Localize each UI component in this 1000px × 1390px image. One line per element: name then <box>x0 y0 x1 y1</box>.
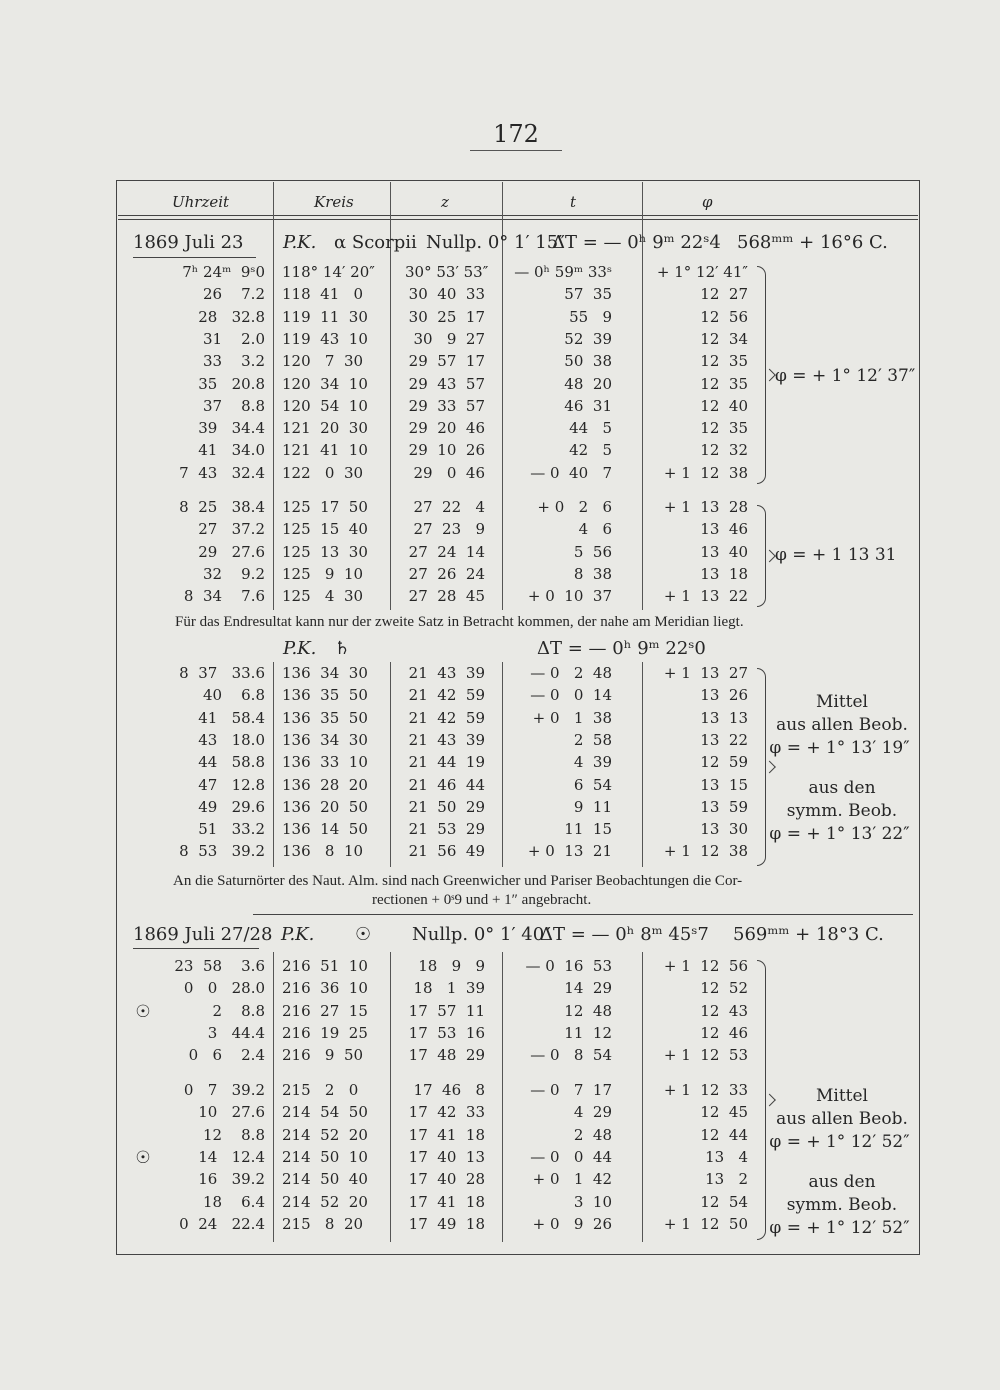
time-cell: 41 34.0 <box>198 441 265 460</box>
z-cell: 17 57 11 <box>408 1001 485 1020</box>
sec2-delta-t: ΔT = — 0ʰ 9ᵐ 22ˢ0 <box>537 638 706 659</box>
z-cell: 21 56 49 <box>408 842 485 861</box>
group5-mittel: Mittel <box>815 1086 868 1106</box>
time-cell: 39 34.4 <box>198 419 265 438</box>
kreis-cell: 125 13 30 <box>282 542 368 561</box>
sec3-date: 1869 Juli 27/28 <box>133 924 273 945</box>
table-row <box>0 419 1000 443</box>
group3-phi-symm: φ = + 1° 13′ 22″ <box>769 824 910 844</box>
time-cell: 37 8.8 <box>202 396 265 415</box>
table-row <box>0 664 1000 688</box>
phi-cell: + 1 12 56 <box>663 957 748 975</box>
t-cell: 11 15 <box>564 820 612 839</box>
phi-cell: 12 43 <box>700 1001 748 1020</box>
time-cell: 31 2.0 <box>202 329 265 348</box>
phi-cell: 12 35 <box>700 352 748 371</box>
kreis-cell: 136 35 50 <box>282 708 368 727</box>
header-rule-2 <box>118 219 918 220</box>
kreis-cell: 136 34 30 <box>282 664 368 682</box>
sec3-pk: P.K. <box>281 924 315 945</box>
kreis-cell: 125 4 30 <box>282 587 364 606</box>
z-cell: 27 24 14 <box>408 542 485 561</box>
time-cell: 8 37 33.6 <box>179 664 265 682</box>
t-cell: 50 38 <box>564 352 612 371</box>
kreis-cell: 214 50 40 <box>282 1170 368 1189</box>
t-cell: 48 20 <box>564 374 612 393</box>
kreis-cell: 136 28 20 <box>282 775 368 794</box>
z-cell: 17 48 29 <box>408 1046 485 1065</box>
phi-cell: 12 40 <box>700 396 748 415</box>
z-cell: 21 44 19 <box>408 753 485 772</box>
z-cell: 17 42 33 <box>408 1103 485 1122</box>
table-row <box>0 957 1000 981</box>
time-cell: 0 6 2.4 <box>188 1046 265 1065</box>
time-cell: 8 34 7.6 <box>183 587 265 606</box>
table-row <box>0 464 1000 488</box>
sec1-date: 1869 Juli 23 <box>133 232 244 253</box>
kreis-cell: 121 20 30 <box>282 419 368 438</box>
t-cell: 4 29 <box>573 1103 612 1122</box>
z-cell: 17 40 28 <box>408 1170 485 1189</box>
group5-alle: aus allen Beob. <box>776 1109 908 1129</box>
t-cell: 2 58 <box>573 730 612 749</box>
phi-cell: 12 35 <box>700 419 748 438</box>
table-row <box>0 1046 1000 1070</box>
phi-cell: 12 45 <box>700 1103 748 1122</box>
phi-cell: 13 18 <box>700 564 748 583</box>
time-cell: 8 53 39.2 <box>179 842 265 861</box>
sec1-pk: P.K. <box>283 232 317 253</box>
kreis-cell: 119 43 10 <box>282 329 368 348</box>
note-saturn-2: rectionen + 0ˢ9 und + 1″ angebracht. <box>372 892 592 908</box>
z-cell: 21 43 39 <box>408 664 485 682</box>
phi-cell: 12 46 <box>700 1023 748 1042</box>
z-cell: 29 57 17 <box>408 352 485 371</box>
phi-cell: + 1 12 33 <box>663 1081 748 1099</box>
note-endresultat: Für das Endresultat kann nur der zweite Satz in Betracht kommen, der nahe am Meridian liegt. <box>175 614 744 630</box>
z-cell: 21 42 59 <box>408 686 485 705</box>
time-cell: 41 58.4 <box>198 708 265 727</box>
z-cell: 21 53 29 <box>408 820 485 839</box>
time-cell: 27 37.2 <box>198 520 265 539</box>
kreis-cell: 125 17 50 <box>282 498 368 516</box>
z-cell: 29 33 57 <box>408 396 485 415</box>
z-cell: 30° 53′ 53″ <box>405 263 489 281</box>
kreis-cell: 136 14 50 <box>282 820 368 839</box>
t-cell: — 0ʰ 59ᵐ 33ˢ <box>514 263 612 281</box>
kreis-cell: 136 34 30 <box>282 730 368 749</box>
header-rule <box>118 215 918 216</box>
time-cell: 7ʰ 24ᵐ 9ˢ0 <box>182 263 265 281</box>
time-cell: 3 44.4 <box>207 1023 265 1042</box>
phi-cell: 12 35 <box>700 374 748 393</box>
phi-cell: + 1 12 38 <box>663 463 748 482</box>
group1-brace <box>757 266 766 484</box>
kreis-cell: 125 9 10 <box>282 564 364 583</box>
kreis-cell: 214 54 50 <box>282 1103 368 1122</box>
t-cell: + 0 1 38 <box>532 708 612 727</box>
t-cell: + 0 10 37 <box>527 587 612 606</box>
phi-cell: 13 30 <box>700 820 748 839</box>
phi-cell: 13 22 <box>700 730 748 749</box>
group1-result: φ = + 1° 12′ 37″ <box>775 366 916 386</box>
z-cell: 27 26 24 <box>408 564 485 583</box>
table-row <box>0 979 1000 1003</box>
table-row <box>0 308 1000 332</box>
table-row <box>0 565 1000 589</box>
z-cell: 27 28 45 <box>408 587 485 606</box>
phi-cell: 13 40 <box>700 542 748 561</box>
time-cell: 14 12.4 <box>198 1147 265 1166</box>
time-cell: 44 58.8 <box>198 753 265 772</box>
t-cell: — 0 8 54 <box>530 1046 612 1065</box>
group3-mittel: Mittel <box>815 692 868 712</box>
sec2-pk: P.K. <box>283 638 317 659</box>
t-cell: — 0 7 17 <box>530 1081 612 1099</box>
phi-cell: 12 59 <box>700 753 748 772</box>
kreis-cell: 136 8 10 <box>282 842 364 861</box>
sec3-barometer: 569ᵐᵐ + 18°3 C. <box>733 924 884 945</box>
phi-cell: + 1 12 50 <box>663 1214 748 1233</box>
kreis-cell: 120 54 10 <box>282 396 368 415</box>
group5-phi-alle: φ = + 1° 12′ 52″ <box>769 1132 910 1152</box>
time-cell: 18 6.4 <box>202 1192 265 1211</box>
header-kreis: Kreis <box>314 193 354 211</box>
sec1-barometer: 568ᵐᵐ + 16°6 C. <box>737 232 888 253</box>
kreis-cell: 120 34 10 <box>282 374 368 393</box>
kreis-cell: 122 0 30 <box>282 463 364 482</box>
group2-result: φ = + 1 13 31 <box>775 545 897 565</box>
time-cell: 8 25 38.4 <box>179 498 265 516</box>
phi-cell: 12 56 <box>700 307 748 326</box>
t-cell: 55 9 <box>569 307 612 326</box>
z-cell: 17 41 18 <box>408 1125 485 1144</box>
table-row <box>0 587 1000 611</box>
z-cell: 29 0 46 <box>413 463 485 482</box>
kreis-cell: 136 33 10 <box>282 753 368 772</box>
kreis-cell: 214 52 20 <box>282 1125 368 1144</box>
t-cell: 44 5 <box>569 419 612 438</box>
t-cell: — 0 40 7 <box>530 463 612 482</box>
group5-phi-symm: φ = + 1° 12′ 52″ <box>769 1218 910 1238</box>
time-cell: 32 9.2 <box>202 564 265 583</box>
time-cell: 26 7.2 <box>202 285 265 304</box>
phi-cell: 13 59 <box>700 797 748 816</box>
t-cell: 52 39 <box>564 329 612 348</box>
group5-symm: symm. Beob. <box>786 1195 898 1215</box>
table-row <box>0 441 1000 465</box>
z-cell: 17 53 16 <box>408 1023 485 1042</box>
z-cell: 27 23 9 <box>413 520 485 539</box>
t-cell: + 0 1 42 <box>532 1170 612 1189</box>
header-uhrzeit: Uhrzeit <box>172 193 230 211</box>
section-rule <box>253 914 913 915</box>
t-cell: 4 39 <box>573 753 612 772</box>
t-cell: 4 6 <box>578 520 612 539</box>
phi-cell: 12 32 <box>700 441 748 460</box>
time-cell: 40 6.8 <box>202 686 265 705</box>
kreis-cell: 118° 14′ 20″ <box>282 263 375 281</box>
phi-cell: + 1 12 53 <box>663 1046 748 1065</box>
group5-aus-den: aus den <box>808 1172 876 1192</box>
kreis-cell: 216 27 15 <box>282 1001 368 1020</box>
t-cell: 9 11 <box>573 797 612 816</box>
phi-cell: 13 13 <box>700 708 748 727</box>
t-cell: — 0 2 48 <box>530 664 612 682</box>
time-cell: 23 58 3.6 <box>174 957 265 975</box>
t-cell: + 0 13 21 <box>527 842 612 861</box>
table-row <box>0 330 1000 354</box>
phi-cell: 13 46 <box>700 520 748 539</box>
kreis-cell: 216 9 50 <box>282 1046 364 1065</box>
z-cell: 17 46 8 <box>413 1081 485 1099</box>
header-phi: φ <box>702 193 713 211</box>
phi-cell: 13 4 <box>705 1147 748 1166</box>
time-cell: 51 33.2 <box>198 820 265 839</box>
date-underline <box>133 257 256 258</box>
t-cell: 42 5 <box>569 441 612 460</box>
page-number: 172 <box>493 120 539 148</box>
z-cell: 21 50 29 <box>408 797 485 816</box>
kreis-cell: 214 52 20 <box>282 1192 368 1211</box>
phi-cell: + 1 13 22 <box>663 587 748 606</box>
table-row <box>0 1024 1000 1048</box>
note-saturn-1: An die Saturnörter des Naut. Alm. sind nach Greenwicher und Pariser Beobachtungen die Cor- <box>173 873 743 889</box>
z-cell: 17 49 18 <box>408 1214 485 1233</box>
kreis-cell: 136 20 50 <box>282 797 368 816</box>
phi-cell: 13 15 <box>700 775 748 794</box>
group3-alle: aus allen Beob. <box>776 715 908 735</box>
z-cell: 29 10 26 <box>408 441 485 460</box>
kreis-cell: 215 2 0 <box>282 1081 359 1099</box>
saturn-icon: ♄ <box>334 638 351 659</box>
sec1-delta-t: ΔT = — 0ʰ 9ᵐ 22ˢ4 <box>552 232 721 253</box>
table-row <box>0 498 1000 522</box>
time-cell: 16 39.2 <box>198 1170 265 1189</box>
kreis-cell: 215 8 20 <box>282 1214 364 1233</box>
kreis-cell: 136 35 50 <box>282 686 368 705</box>
sec1-star: α Scorpii <box>334 232 417 253</box>
table-row <box>0 520 1000 544</box>
group3-aus-den: aus den <box>808 778 876 798</box>
t-cell: 3 10 <box>573 1192 612 1211</box>
table-row <box>0 285 1000 309</box>
z-cell: 29 20 46 <box>408 419 485 438</box>
phi-cell: 13 2 <box>705 1170 748 1189</box>
phi-cell: 12 44 <box>700 1125 748 1144</box>
t-cell: 11 12 <box>564 1023 612 1042</box>
time-cell: 49 29.6 <box>198 797 265 816</box>
z-cell: 29 43 57 <box>408 374 485 393</box>
sec1-nullp: Nullp. 0° 1′ 15″ <box>426 232 565 253</box>
page-number-rule <box>470 150 562 151</box>
time-cell: 0 24 22.4 <box>179 1214 265 1233</box>
phi-cell: + 1 13 27 <box>663 664 748 682</box>
time-cell: 2 8.8 <box>212 1001 265 1020</box>
phi-cell: 12 34 <box>700 329 748 348</box>
kreis-cell: 216 19 25 <box>282 1023 368 1042</box>
time-cell: 0 0 28.0 <box>183 979 265 998</box>
t-cell: 8 38 <box>573 564 612 583</box>
z-cell: 30 9 27 <box>413 329 485 348</box>
group3-phi-alle: φ = + 1° 13′ 19″ <box>769 738 910 758</box>
sec3-nullp: Nullp. 0° 1′ 40″ <box>412 924 551 945</box>
t-cell: — 0 0 14 <box>530 686 612 705</box>
z-cell: 21 42 59 <box>408 708 485 727</box>
phi-cell: + 1° 12′ 41″ <box>656 263 748 281</box>
kreis-cell: 118 41 0 <box>282 285 364 304</box>
t-cell: — 0 0 44 <box>530 1147 612 1166</box>
time-cell: 43 18.0 <box>198 730 265 749</box>
t-cell: 46 31 <box>564 396 612 415</box>
kreis-cell: 121 41 10 <box>282 441 368 460</box>
t-cell: 12 48 <box>564 1001 612 1020</box>
t-cell: — 0 16 53 <box>525 957 612 975</box>
sun-icon: ☉ <box>355 924 372 945</box>
header-t: t <box>570 193 577 211</box>
t-cell: 6 54 <box>573 775 612 794</box>
group3-symm: symm. Beob. <box>786 801 898 821</box>
time-cell: 12 8.8 <box>202 1125 265 1144</box>
phi-cell: 13 26 <box>700 686 748 705</box>
time-cell: 47 12.8 <box>198 775 265 794</box>
phi-cell: 12 54 <box>700 1192 748 1211</box>
t-cell: 2 48 <box>573 1125 612 1144</box>
z-cell: 21 46 44 <box>408 775 485 794</box>
t-cell: + 0 2 6 <box>537 498 612 516</box>
z-cell: 17 40 13 <box>408 1147 485 1166</box>
z-cell: 21 43 39 <box>408 730 485 749</box>
kreis-cell: 216 36 10 <box>282 979 368 998</box>
group2-brace <box>757 505 766 607</box>
kreis-cell: 119 11 30 <box>282 307 368 326</box>
phi-cell: + 1 12 38 <box>663 842 748 861</box>
t-cell: 14 29 <box>564 979 612 998</box>
t-cell: 5 56 <box>573 542 612 561</box>
kreis-cell: 125 15 40 <box>282 520 368 539</box>
table-row <box>0 842 1000 866</box>
table-row <box>0 1002 1000 1026</box>
sun-mark-icon: ☉ <box>135 1001 151 1022</box>
z-cell: 30 40 33 <box>408 285 485 304</box>
phi-cell: 12 52 <box>700 979 748 998</box>
table-row <box>0 263 1000 287</box>
table-row <box>0 397 1000 421</box>
sun-mark-icon: ☉ <box>135 1147 151 1168</box>
z-cell: 18 9 9 <box>418 957 485 975</box>
kreis-cell: 216 51 10 <box>282 957 368 975</box>
z-cell: 18 1 39 <box>413 979 485 998</box>
t-cell: 57 35 <box>564 285 612 304</box>
date-underline-2 <box>133 948 259 949</box>
z-cell: 30 25 17 <box>408 307 485 326</box>
time-cell: 29 27.6 <box>198 542 265 561</box>
sec3-delta-t: ΔT = — 0ʰ 8ᵐ 45ˢ7 <box>540 924 709 945</box>
time-cell: 33 3.2 <box>202 352 265 371</box>
phi-cell: 12 27 <box>700 285 748 304</box>
phi-cell: + 1 13 28 <box>663 498 748 516</box>
z-cell: 27 22 4 <box>413 498 485 516</box>
group45-brace <box>757 960 766 1240</box>
time-cell: 7 43 32.4 <box>179 463 265 482</box>
kreis-cell: 214 50 10 <box>282 1147 368 1166</box>
kreis-cell: 120 7 30 <box>282 352 364 371</box>
time-cell: 28 32.8 <box>198 307 265 326</box>
t-cell: + 0 9 26 <box>532 1214 612 1233</box>
time-cell: 35 20.8 <box>198 374 265 393</box>
z-cell: 17 41 18 <box>408 1192 485 1211</box>
time-cell: 10 27.6 <box>198 1103 265 1122</box>
header-z: z <box>441 193 449 211</box>
time-cell: 0 7 39.2 <box>183 1081 265 1099</box>
